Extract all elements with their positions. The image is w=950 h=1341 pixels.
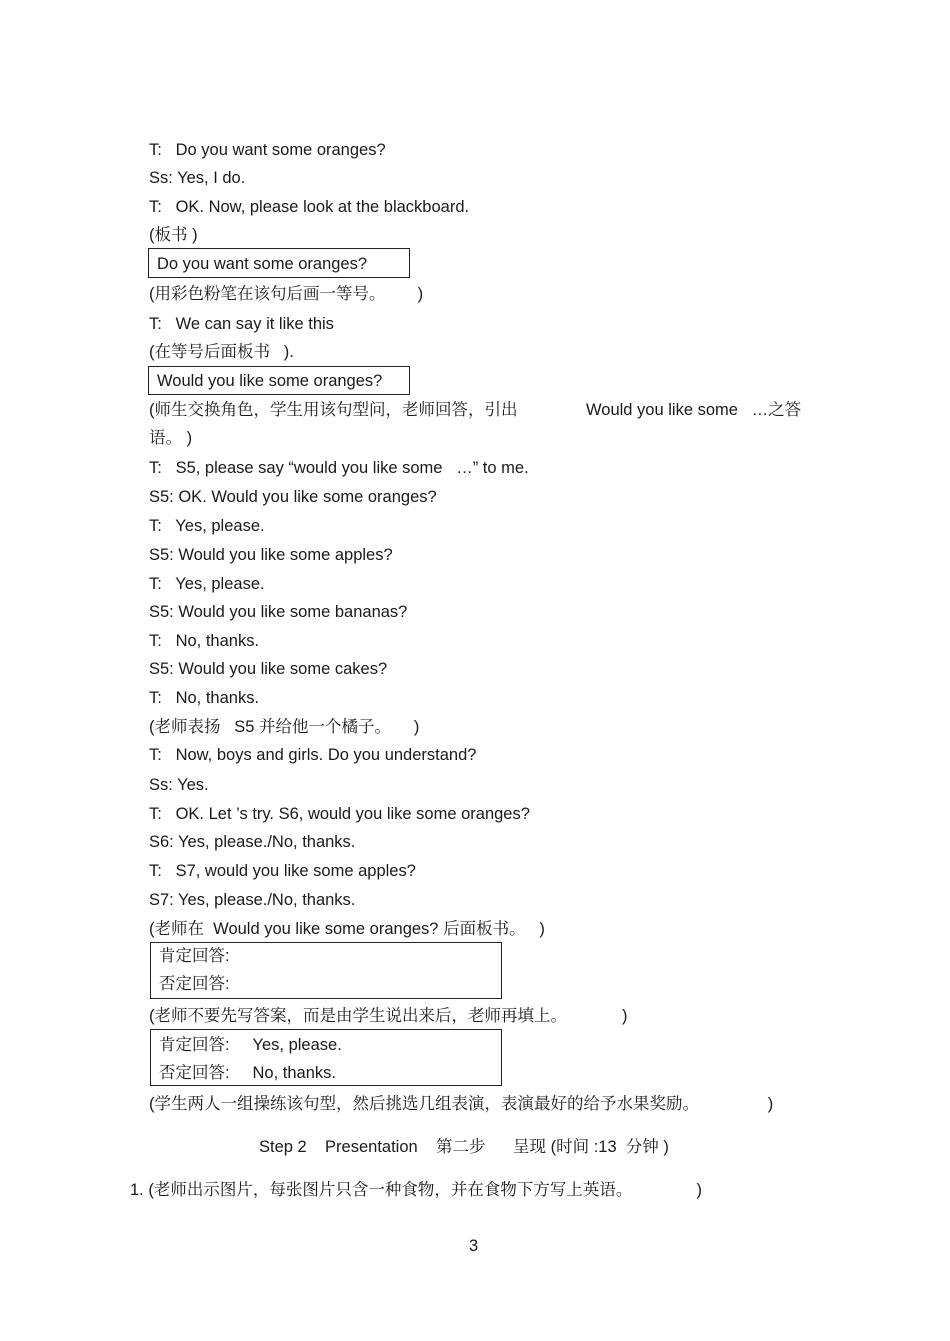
instruction-note: (学生两人一组操练该句型，然后挑选几组表演，表演最好的给予水果奖励。 ) bbox=[149, 1095, 774, 1113]
dialogue-line: T: S7, would you like some apples? bbox=[149, 862, 416, 880]
blackboard-box-4 bbox=[150, 1029, 502, 1086]
blackboard-box-1 bbox=[148, 248, 410, 278]
blackboard-text: 否定回答: No, thanks. bbox=[159, 1064, 336, 1082]
dialogue-line: T: No, thanks. bbox=[149, 632, 260, 650]
dialogue-line: S5: OK. Would you like some oranges? bbox=[149, 488, 437, 506]
dialogue-line: T: Do you want some oranges? bbox=[149, 141, 386, 159]
dialogue-line: T: Yes, please. bbox=[149, 517, 265, 535]
blackboard-text: 肯定回答: bbox=[159, 947, 230, 965]
dialogue-line: Ss: Yes, I do. bbox=[149, 169, 246, 187]
blackboard-text: 否定回答: bbox=[159, 975, 230, 993]
dialogue-line: S5: Would you like some apples? bbox=[149, 546, 393, 564]
dialogue-line: S5: Would you like some cakes? bbox=[149, 660, 388, 678]
dialogue-line: T: S5, please say “would you like some …” to me. bbox=[149, 459, 529, 477]
numbered-item: 1. (老师出示图片，每张图片只含一种食物，并在食物下方写上英语。 ) bbox=[130, 1181, 703, 1199]
blackboard-text: 肯定回答: Yes, please. bbox=[159, 1036, 342, 1054]
instruction-note: (老师表扬 S5 并给他一个橘子。 ) bbox=[149, 718, 420, 736]
instruction-note: (在等号后面板书 ). bbox=[149, 343, 294, 361]
dialogue-line: T: Now, boys and girls. Do you understand? bbox=[149, 746, 477, 764]
blackboard-text: Do you want some oranges? bbox=[157, 255, 368, 273]
section-heading: Step 2 Presentation 第二步 呈现 (时间 :13 分钟 ) bbox=[259, 1138, 669, 1156]
instruction-note: (师生交换角色，学生用该句型问，老师回答，引出 bbox=[149, 401, 518, 419]
dialogue-line: T: OK. Now, please look at the blackboard. bbox=[149, 198, 470, 216]
instruction-note: (老师在 Would you like some oranges? 后面板书。 ) bbox=[149, 920, 545, 938]
dialogue-line: S6: Yes, please./No, thanks. bbox=[149, 833, 356, 851]
dialogue-line: S5: Would you like some bananas? bbox=[149, 603, 408, 621]
dialogue-line: T: OK. Let ’s try. S6, would you like some oranges? bbox=[149, 805, 530, 823]
instruction-note: (用彩色粉笔在该句后画一等号。 ) bbox=[149, 285, 424, 303]
instruction-note: Would you like some …之答 bbox=[586, 401, 802, 419]
page-number: 3 bbox=[469, 1237, 479, 1255]
dialogue-line: T: No, thanks. bbox=[149, 689, 260, 707]
blackboard-box-2 bbox=[148, 366, 410, 395]
blackboard-text: Would you like some oranges? bbox=[157, 372, 383, 390]
dialogue-line: S7: Yes, please./No, thanks. bbox=[149, 891, 356, 909]
dialogue-line: Ss: Yes. bbox=[149, 776, 209, 794]
instruction-note: (板书 ) bbox=[149, 226, 198, 244]
instruction-note: 语。 ) bbox=[149, 429, 193, 447]
dialogue-line: T: We can say it like this bbox=[149, 315, 334, 333]
instruction-note: (老师不要先写答案，而是由学生说出来后，老师再填上。 ) bbox=[149, 1007, 628, 1025]
dialogue-line: T: Yes, please. bbox=[149, 575, 265, 593]
blackboard-box-3 bbox=[150, 942, 502, 999]
